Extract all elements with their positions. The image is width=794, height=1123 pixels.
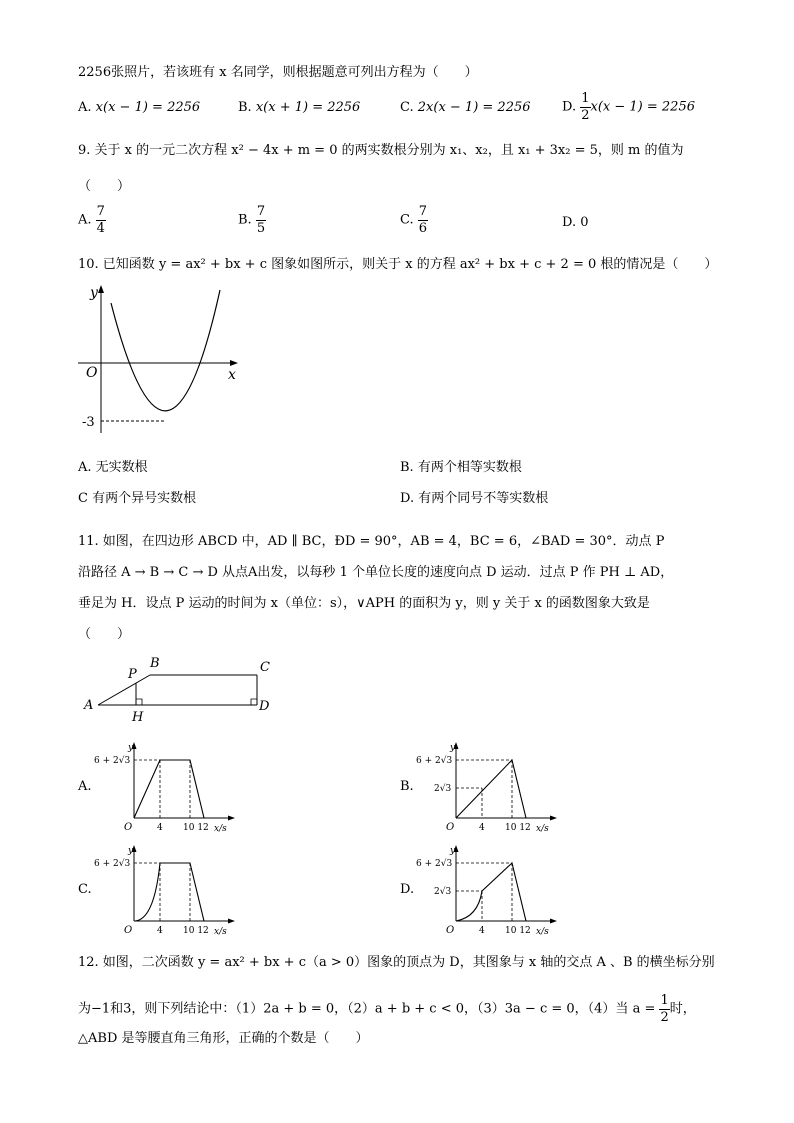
q9-option-a[interactable] bbox=[78, 205, 106, 235]
option-label: B. bbox=[238, 100, 252, 115]
parabola-curve bbox=[111, 290, 220, 411]
label-a: A bbox=[84, 698, 94, 713]
q11-stem-line4: （ ） bbox=[78, 627, 131, 642]
y-label: y bbox=[90, 285, 98, 301]
option-label: C. bbox=[400, 212, 414, 228]
t10-12-label: 10 12 bbox=[183, 823, 209, 833]
xs-label: x/s bbox=[214, 927, 227, 937]
origin-label: O bbox=[446, 822, 455, 833]
ymax-label: 6 + 2√3 bbox=[416, 756, 453, 766]
option-text: x(x + 1) = 2256 bbox=[255, 100, 361, 115]
option-label: A. bbox=[78, 100, 92, 115]
option-text: 有两个相等实数根 bbox=[417, 460, 522, 475]
q9-option-c[interactable] bbox=[400, 205, 428, 235]
q11-option-d-label[interactable]: D. bbox=[400, 882, 415, 897]
option-label: A. bbox=[78, 460, 92, 475]
t4-label: 4 bbox=[157, 823, 163, 833]
label-d: D bbox=[259, 699, 270, 714]
option-text: 2x(x − 1) = 2256 bbox=[417, 100, 531, 115]
ymax-label: 6 + 2√3 bbox=[94, 859, 131, 869]
y-label: y bbox=[450, 743, 456, 753]
q8-option-d[interactable] bbox=[562, 92, 695, 122]
origin-label: O bbox=[446, 925, 455, 936]
option-label: B. bbox=[400, 460, 414, 475]
origin-label: O bbox=[124, 822, 133, 833]
fraction: $\frac{1}{2}$ bbox=[581, 91, 590, 123]
xs-label: x/s bbox=[536, 927, 549, 937]
q10-option-b[interactable] bbox=[400, 461, 522, 474]
q12-line2-text: 为−1和3，则下列结论中：（1）2a + b = 0，（2）a + b + c < 0，（3）3a − c = 0，（4）当 a = bbox=[78, 1001, 660, 1017]
x-axis-arrow bbox=[228, 816, 235, 821]
option-label: D. bbox=[562, 99, 577, 115]
label-p: P bbox=[128, 667, 137, 682]
option-text: 无实数根 bbox=[95, 460, 148, 475]
q12-stem-line3: △ABD 是等腰直角三角形，正确的个数是（ ） bbox=[78, 1031, 369, 1046]
label-c: C bbox=[260, 660, 270, 675]
q11-quadrilateral-figure bbox=[80, 655, 280, 725]
option-label: D. bbox=[562, 215, 577, 230]
q12-stem-line2 bbox=[78, 994, 696, 1024]
q11-option-b-label[interactable]: B. bbox=[400, 779, 414, 794]
function-curve bbox=[134, 863, 204, 921]
q11-stem-line1: 11. 如图，在四边形 ABCD 中，AD ∥ BC，ÐD = 90°，AB = 4，BC = 6，∠BAD = 30°．动点 P bbox=[78, 534, 665, 549]
option-text: x(x − 1) = 2256 bbox=[590, 99, 695, 115]
function-curve bbox=[456, 863, 526, 921]
y-label: y bbox=[128, 743, 134, 753]
right-angle-d bbox=[251, 699, 257, 705]
fraction: $\frac{7}{6}$ bbox=[418, 204, 428, 236]
x-label: x bbox=[228, 367, 236, 383]
xs-label: x/s bbox=[536, 824, 549, 834]
x-axis-arrow bbox=[550, 919, 557, 924]
q10-option-c[interactable] bbox=[78, 492, 196, 505]
fraction: $\frac{7}{5}$ bbox=[256, 204, 266, 236]
y-axis-arrow bbox=[98, 285, 104, 293]
y-label: y bbox=[450, 846, 456, 856]
q9-stem-paren: （ ） bbox=[78, 179, 131, 194]
origin-label: O bbox=[124, 925, 133, 936]
fraction: $\frac{1}{2}$ bbox=[660, 993, 669, 1025]
option-text: 0 bbox=[580, 215, 589, 230]
function-curve bbox=[134, 760, 204, 818]
q11-option-d-graph[interactable] bbox=[414, 843, 564, 938]
q12-stem-line1: 12. 如图，二次函数 y = ax² + bx + c（a > 0）图象的顶点为 D，其图象与 x 轴的交点 A 、B 的横坐标分别 bbox=[78, 955, 715, 970]
q8-option-c[interactable] bbox=[400, 101, 531, 114]
origin-label: O bbox=[86, 365, 98, 381]
option-text: 有两个异号实数根 bbox=[92, 491, 197, 506]
fraction: $\frac{7}{4}$ bbox=[96, 204, 105, 236]
q11-stem-line3: 垂足为 H．设点 P 运动的时间为 x（单位：s），∨APH 的面积为 y，则 y 关于 x 的函数图象大致是 bbox=[78, 596, 650, 611]
t10-12-label: 10 12 bbox=[505, 926, 531, 936]
q8-stem: 2256张照片，若该班有 x 名同学，则根据题意可列出方程为（ ） bbox=[78, 65, 478, 80]
y-label: y bbox=[128, 846, 134, 856]
ymid-label: 2√3 bbox=[434, 887, 452, 897]
q8-option-a[interactable] bbox=[78, 101, 200, 114]
t10-12-label: 10 12 bbox=[505, 823, 531, 833]
q11-stem-line2: 沿路径 A → B → C → D 从点A出发，以每秒 1 个单位长度的速度向点 D 运动．过点 P 作 PH ⊥ AD， bbox=[78, 565, 674, 580]
option-label: C. bbox=[400, 100, 414, 115]
ymax-label: 6 + 2√3 bbox=[416, 859, 453, 869]
t4-label: 4 bbox=[479, 926, 485, 936]
q11-option-c-graph[interactable] bbox=[92, 843, 242, 938]
minus3-label: -3 bbox=[82, 415, 95, 430]
q10-stem: 10. 已知函数 y = ax² + bx + c 图象如图所示，则关于 x 的方程 ax² + bx + c + 2 = 0 根的情况是（ ） bbox=[78, 257, 718, 272]
function-curve bbox=[456, 760, 526, 818]
x-axis-arrow bbox=[550, 816, 557, 821]
option-label: C bbox=[78, 491, 88, 506]
option-label: B. bbox=[238, 212, 252, 228]
q8-option-b[interactable] bbox=[238, 101, 360, 114]
option-label: A. bbox=[78, 212, 92, 228]
ymid-label: 2√3 bbox=[434, 784, 452, 794]
q11-option-a-label[interactable]: A. bbox=[78, 779, 92, 794]
label-b: B bbox=[150, 656, 160, 671]
t10-12-label: 10 12 bbox=[183, 926, 209, 936]
option-label: D. bbox=[400, 491, 415, 506]
x-axis-arrow bbox=[228, 919, 235, 924]
xs-label: x/s bbox=[214, 824, 227, 834]
ymax-label: 6 + 2√3 bbox=[94, 756, 131, 766]
q10-option-d[interactable] bbox=[400, 492, 548, 505]
x-axis-arrow bbox=[230, 360, 238, 366]
q9-stem: 9. 关于 x 的一元二次方程 x² − 4x + m = 0 的两实数根分别为 x₁、x₂，且 x₁ + 3x₂ = 5，则 m 的值为 bbox=[78, 143, 684, 158]
q11-option-c-label[interactable]: C. bbox=[78, 882, 92, 897]
q9-option-b[interactable] bbox=[238, 205, 266, 235]
q10-parabola-graph bbox=[78, 285, 248, 435]
t4-label: 4 bbox=[157, 926, 163, 936]
q9-option-d[interactable] bbox=[562, 216, 589, 229]
right-angle-h bbox=[136, 699, 142, 705]
t4-label: 4 bbox=[479, 823, 485, 833]
q11-option-a-graph[interactable] bbox=[92, 740, 242, 835]
q11-option-b-graph[interactable] bbox=[414, 740, 564, 835]
q10-option-a[interactable] bbox=[78, 461, 148, 474]
option-text: x(x − 1) = 2256 bbox=[95, 100, 201, 115]
label-h: H bbox=[132, 710, 144, 725]
q12-line2-tail: 时， bbox=[669, 1001, 696, 1017]
option-text: 有两个同号不等实数根 bbox=[418, 491, 549, 506]
